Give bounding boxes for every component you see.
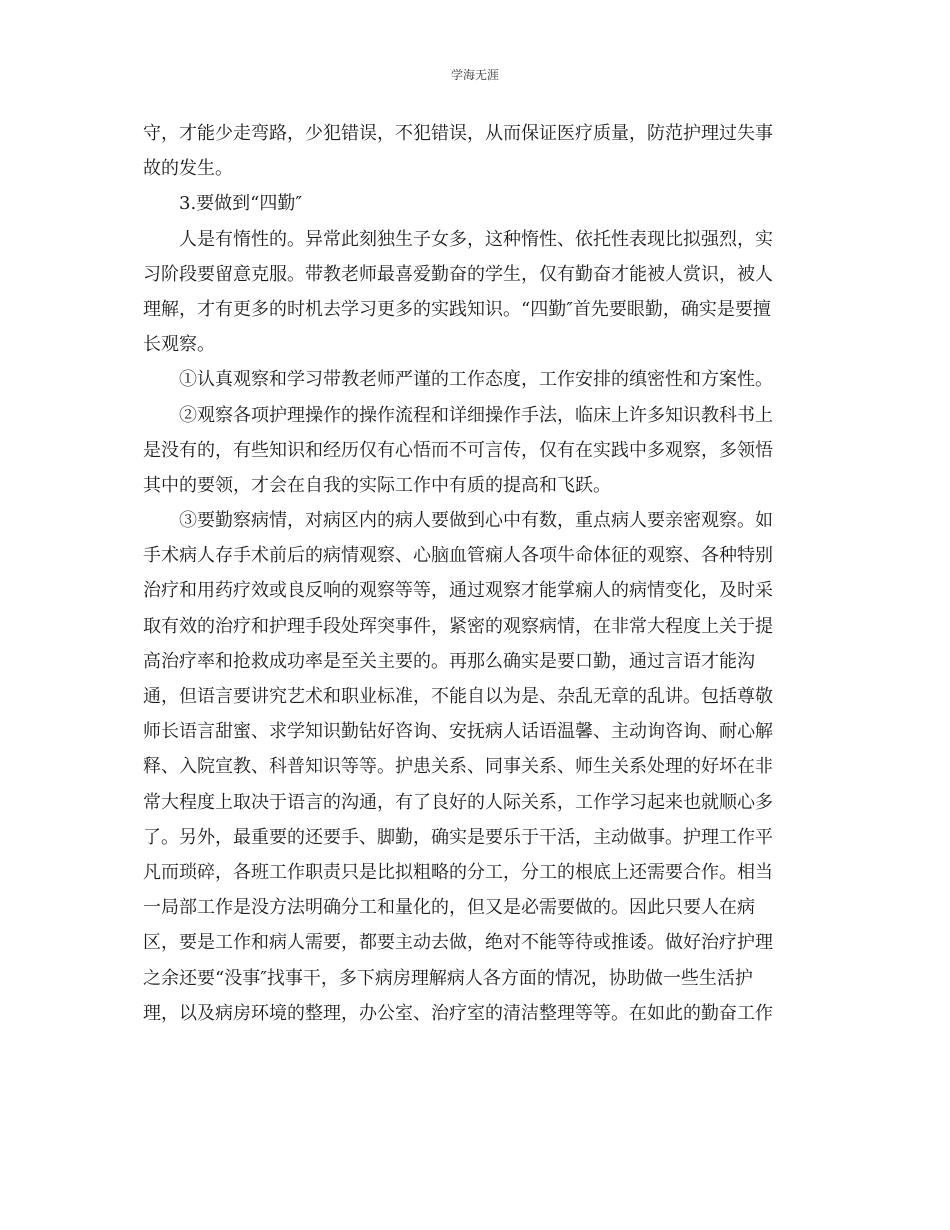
text-line: 理解，才有更多的时机去学习更多的实践知识。“四勤″首先要眼勤，确实是要擅 [143, 298, 771, 320]
text-line: 人是有惰性的。异常此刻独生子女多，这种惰性、依托性表现比拟强烈，实 [179, 228, 773, 250]
text-line: 凡而琐碎，各班工作职责只是比拟粗略的分工，分工的根底上还需要合作。相当 [143, 861, 773, 883]
text-line: 高治疗率和抢救成功率是至关主要的。再那么确实是要口勤，通过言语才能沟 [143, 650, 755, 672]
text-line: 治疗和用药疗效或良反响的观察等等，通过观察才能掌痫人的病情变化，及时采 [143, 580, 773, 602]
text-line: 师长语言甜蜜、求学知识勤钻好咨询、安抚病人话语温馨、主动询咨询、耐心解 [143, 721, 773, 743]
text-line: 其中的要领，才会在自我的实际工作中有质的提高和飞跃。 [143, 474, 611, 496]
text-line: ②观察各项护理操作的操作流程和详细操作手法，临床上许多知识教科书上 [179, 404, 773, 426]
text-line: 通，但语言要讲究艺术和职业标准，不能自以为是、杂乱无章的乱讲。包括尊敬 [143, 686, 773, 707]
text-line: 取有效的治疗和护理手段处珲突事件，紧密的观察病情，在非常大程度上关于提 [143, 615, 773, 637]
text-line: ①认真观察和学习带教老师严谨的工作态度，工作安排的缜密性和方案性。 [179, 369, 773, 391]
text-line: 3.要做到“四勤″ [179, 193, 303, 215]
text-line: 长观察。 [143, 334, 215, 356]
text-line: 是没有的，有些知识和经历仅有心悟而不可言传，仅有在实践中多观察，多领悟 [143, 439, 773, 461]
text-line: 之余还要“没事″找事干，多下病房理解病人各方面的情况，协助做一些生活护 [143, 967, 753, 989]
text-line: 习阶段要留意克服。带教老师最喜爱勤奋的学生，仅有勤奋才能被人赏识，被人 [143, 263, 773, 285]
text-line: ③要勤察病情，对病区内的病人要做到心中有数，重点病人要亲密观察。如 [179, 510, 773, 532]
text-line: 故的发生。 [143, 158, 233, 180]
body-text [143, 116, 811, 1031]
text-line: 常大程度上取决于语言的沟通，有了良好的人际关系，工作学习起来也就顺心多 [143, 791, 773, 813]
text-line: 释、入院宣教、科普知识等等。护患关系、同事关系、师生关系处理的好坏在非 [143, 756, 773, 778]
text-line: 一局部工作是没方法明确分工和量化的，但又是必需要做的。因此只要人在病 [143, 897, 755, 919]
page-header: 学海无涯 [450, 68, 499, 82]
text-line: 区，要是工作和病人需要，都要主动去做，绝对不能等待或推诿。做好治疗护理 [143, 932, 773, 954]
text-line: 了。另外，最重要的还要手、脚勤，确实是要乐于干活，主动做事。护理工作平 [143, 826, 773, 848]
text-line: 守，才能少走弯路，少犯错误，不犯错误，从而保证医疗质量，防范护理过失事 [143, 123, 773, 144]
text-line: 理，以及病房环境的整理，办公室、治疗室的清洁整理等等。在如此的勤奋工作 [143, 1002, 773, 1024]
text-line: 手术病人存手术前后的病情观察、心脑血管痫人各项牛命体征的观察、各种特别 [143, 545, 773, 567]
